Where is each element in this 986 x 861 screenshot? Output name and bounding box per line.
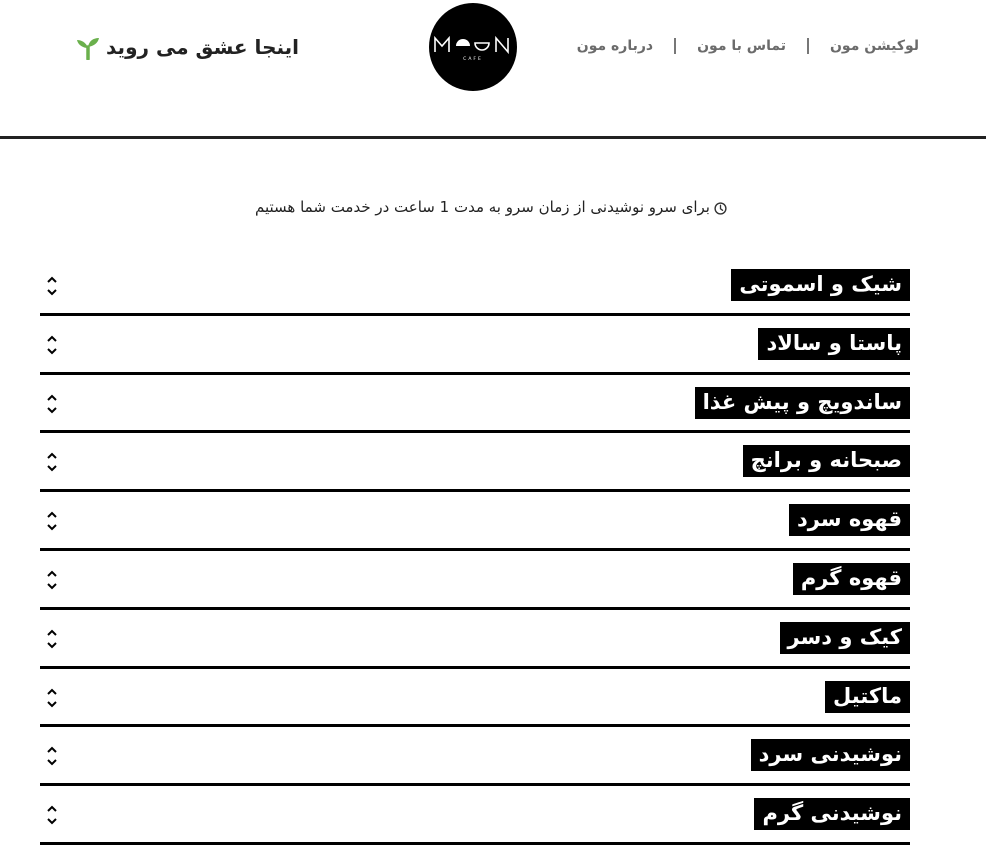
slogan bbox=[76, 34, 299, 60]
category-breakfast-brunch[interactable] bbox=[40, 433, 910, 492]
category-cold-drinks[interactable] bbox=[40, 727, 910, 786]
nav-about-link[interactable]: درباره مون bbox=[576, 38, 654, 54]
category-title: قهوه گرم bbox=[793, 563, 910, 595]
svg-text:CAFE: CAFE bbox=[463, 57, 483, 62]
chevron-up-down-icon[interactable] bbox=[46, 510, 58, 532]
category-cake-dessert[interactable] bbox=[40, 610, 910, 669]
chevron-up-down-icon[interactable] bbox=[46, 334, 58, 356]
nav-divider bbox=[807, 38, 809, 54]
moon-cafe-logo[interactable] bbox=[429, 3, 517, 91]
category-title: پاستا و سالاد bbox=[758, 328, 910, 360]
chevron-up-down-icon[interactable] bbox=[46, 393, 58, 415]
category-title: صبحانه و برانچ bbox=[743, 445, 910, 477]
chevron-up-down-icon[interactable] bbox=[46, 687, 58, 709]
category-title: ماکتیل bbox=[825, 681, 910, 713]
chevron-up-down-icon[interactable] bbox=[46, 745, 58, 767]
category-title: نوشیدنی سرد bbox=[751, 739, 910, 771]
service-notice bbox=[0, 198, 986, 216]
notice-text: برای سرو نوشیدنی از زمان سرو به مدت 1 ساعت در خدمت شما هستیم bbox=[255, 198, 710, 216]
chevron-up-down-icon[interactable] bbox=[46, 569, 58, 591]
sprout-icon bbox=[76, 34, 100, 60]
nav-location-link[interactable]: لوکیشن مون bbox=[829, 38, 919, 54]
category-title: ساندویچ و پیش غذا bbox=[695, 387, 910, 419]
category-pasta-salad[interactable] bbox=[40, 316, 910, 375]
category-hot-coffee[interactable] bbox=[40, 551, 910, 610]
category-cold-coffee[interactable] bbox=[40, 492, 910, 551]
logo-wordmark-icon bbox=[432, 32, 514, 62]
category-title: قهوه سرد bbox=[789, 504, 910, 536]
category-title: کیک و دسر bbox=[780, 622, 910, 654]
category-title: نوشیدنی گرم bbox=[754, 798, 910, 830]
chevron-up-down-icon[interactable] bbox=[46, 451, 58, 473]
main-nav bbox=[577, 38, 919, 54]
category-shake-smoothie[interactable] bbox=[40, 257, 910, 316]
category-mocktail[interactable] bbox=[40, 669, 910, 728]
chevron-up-down-icon[interactable] bbox=[46, 804, 58, 826]
nav-divider bbox=[674, 38, 676, 54]
slogan-text: اینجا عشق می روید bbox=[106, 35, 300, 59]
chevron-up-down-icon[interactable] bbox=[46, 628, 58, 650]
category-title: شیک و اسموتی bbox=[731, 269, 910, 301]
chevron-up-down-icon[interactable] bbox=[46, 275, 58, 297]
category-sandwich-appetizer[interactable] bbox=[40, 375, 910, 434]
nav-contact-link[interactable]: تماس با مون bbox=[697, 38, 786, 54]
menu-categories bbox=[40, 257, 910, 845]
site-header bbox=[0, 0, 986, 139]
clock-icon bbox=[714, 201, 727, 214]
category-hot-drinks[interactable] bbox=[40, 786, 910, 845]
